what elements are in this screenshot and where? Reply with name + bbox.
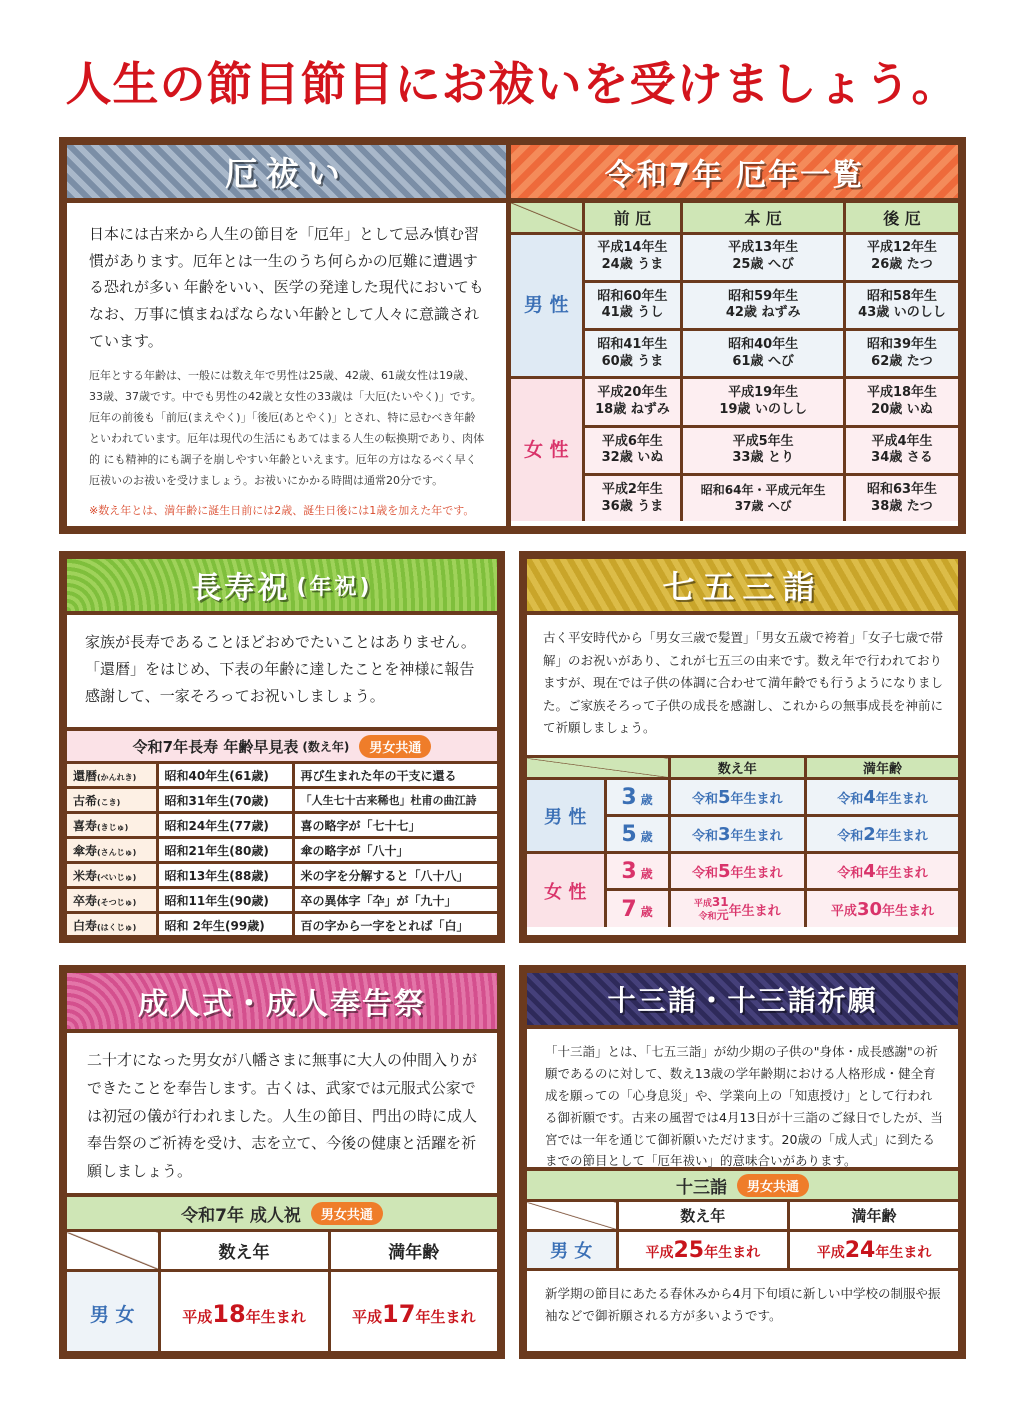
- choju-table-title: 令和7年長寿 年齢早見表: [132, 737, 299, 756]
- choju-table-title-sub: (数え年): [302, 739, 350, 754]
- age-cell: 3 歳: [605, 853, 669, 890]
- jusan-header: [527, 973, 958, 1029]
- man-cell: 令和4年生まれ: [805, 779, 958, 816]
- yakubarai-body: [67, 203, 506, 518]
- row-label: 男 女: [67, 1271, 159, 1352]
- yaku-cell: 平成18年生 20歳 いぬ: [844, 378, 958, 426]
- seijin-table: [67, 1229, 497, 1351]
- yaku-cell: 平成5年生 33歳 とり: [682, 426, 845, 474]
- jusan-table: [527, 1199, 958, 1271]
- choju-panel: [59, 551, 505, 943]
- yakudoshi-table: [511, 203, 958, 521]
- man-cell: 令和4年生まれ: [805, 853, 958, 890]
- yaku-cell: 平成14年生 24歳 うま: [583, 233, 682, 281]
- yaku-cell: 平成12年生 26歳 たつ: [844, 233, 958, 281]
- seijin-panel: [59, 965, 505, 1359]
- yaku-cell: 平成13年生 25歳 へび: [682, 233, 845, 281]
- table-row: 米寿(べいじゅ) 昭和13年生(88歳) 米の字を分解すると「八十八」: [67, 863, 497, 888]
- yakubarai-detail: 厄年とする年齢は、一般には数え年で男性は25歳、42歳、61歳女性は19歳、33歳、37歳です。中でも男性の42歳と女性の33歳は「大厄(たいやく)」です。厄年の前後も「前厄(まえやく)」「後厄(あとやく)」とされ、特に忌むべき年齢といわれています。厄年は現代の生活にもあてはまる人生の転換期であり、肉体的 にも精神的にも調子を崩しやすい年齢といえます。厄年の方はなるべく早く厄祓いのお祓いを受けましょう。お祓いにかかる時間は通常20分です。: [89, 369, 485, 487]
- kazoe-cell: 平成18年生まれ: [159, 1271, 329, 1352]
- yakudoshi-title: 令和7年 厄年一覧: [604, 157, 865, 193]
- corner-cell: [67, 1231, 159, 1271]
- man-cell: 平成24年生まれ: [789, 1231, 958, 1270]
- yaku-cell: 平成6年生 32歳 いぬ: [583, 426, 682, 474]
- jusan-badge: 男女共通: [737, 1174, 809, 1197]
- table-row: 傘寿(さんじゅ) 昭和21年生(80歳) 傘の略字が「八十」: [67, 838, 497, 863]
- yakubarai-panel: [59, 137, 966, 534]
- yaku-cell: 昭和63年生 38歳 たつ: [844, 475, 958, 521]
- yaku-cell: 昭和64年・平成元年生 37歳 へび: [682, 475, 845, 521]
- yaku-cell: 平成20年生 18歳 ねずみ: [583, 378, 682, 426]
- col-maeyaku: 前 厄: [583, 203, 682, 233]
- kazoe-cell: 令和3年生まれ: [669, 816, 805, 853]
- col-kazoe: 数え年: [159, 1231, 329, 1271]
- table-row: 喜寿(きじゅ) 昭和24年生(77歳) 喜の略字が「七十七」: [67, 813, 497, 838]
- yakubarai-column: [67, 145, 511, 526]
- yakubarai-intro: 日本には古来から人生の節目を「厄年」として忌み慎む習慣があります。厄年とは一生のうち何らかの厄難に遭遇する恐れが多い 年齢をいい、医学の発達した現代においてもなお、万事に慎まねばならない年齢として人々に意識されています。: [89, 225, 484, 350]
- jusan-text: 「十三詣」とは、「七五三詣」が幼少期の子供の"身体・成長感謝"の祈願であるのに対して、数え13歳の学年齢期における人格形成・健全育成を願っての「心身息災」や、学業向上の「知恵授け」として行われる御祈願です。古来の風習では4月13日が十三詣のご縁日でしたが、当宮では一年を通じて御祈願いただけます。20歳の「成人式」に到たるまでの節目として「厄年祓い」的意味合いがあります。: [545, 1044, 943, 1169]
- male-label: 男 性: [511, 233, 583, 378]
- age-cell: 7 歳: [605, 890, 669, 928]
- age-cell: 3 歳: [605, 779, 669, 816]
- choju-badge: 男女共通: [359, 735, 431, 758]
- choju-text: 家族が長寿であることほどおめでたいことはありません。「還暦」をはじめ、下表の年齢に達したことを神様に報告感謝して、一家そろってお祝いしましょう。: [85, 633, 476, 705]
- age-cell: 5 歳: [605, 816, 669, 853]
- choju-title-sub: (年祝): [296, 574, 373, 600]
- col-man: 満年齢: [805, 757, 958, 779]
- table-row: 還暦(かんれき) 昭和40年生(61歳) 再び生まれた年の干支に還る: [67, 763, 497, 788]
- yaku-cell: 昭和39年生 62歳 たつ: [844, 330, 958, 378]
- yakudoshi-header: [511, 145, 958, 203]
- man-cell: 平成17年生まれ: [329, 1271, 497, 1352]
- corner-cell: [527, 757, 669, 779]
- yaku-cell: 昭和41年生 60歳 うま: [583, 330, 682, 378]
- yakubarai-header: [67, 145, 506, 203]
- seijin-table-title-bar: [67, 1193, 497, 1229]
- corner-cell: [511, 203, 583, 233]
- kazoe-cell: 平成25年生まれ: [617, 1231, 789, 1270]
- male-label: 男 性: [527, 779, 605, 853]
- shichigosan-header: [527, 559, 958, 615]
- col-kazoe: 数え年: [669, 757, 805, 779]
- man-cell: 平成30年生まれ: [805, 890, 958, 928]
- jusan-title: 十三詣・十三詣祈願: [607, 984, 878, 1017]
- yaku-cell: 昭和58年生 43歳 いのしし: [844, 281, 958, 329]
- col-atoyaku: 後 厄: [844, 203, 958, 233]
- corner-cell: [527, 1201, 617, 1231]
- seijin-text: 二十才になった男女が八幡さまに無事に大人の仲間入りができたことを奉告します。古くは、武家では元服式公家では初冠の儀が行われました。人生の節目、門出の時に成人奉告祭のご祈祷を受け、志を立て、今後の健康と活躍を祈願しましょう。: [87, 1051, 478, 1180]
- seijin-header: [67, 973, 497, 1033]
- choju-header: [67, 559, 497, 615]
- man-cell: 令和2年生まれ: [805, 816, 958, 853]
- jusan-panel: [519, 965, 966, 1359]
- table-row: 白寿(はくじゅ) 昭和 2年生(99歳) 百の字から一字をとれば「白」: [67, 913, 497, 936]
- kazoe-cell: 平成31 令和元年生まれ: [669, 890, 805, 928]
- choju-table: [67, 761, 497, 935]
- female-label: 女 性: [511, 378, 583, 521]
- col-honyaku: 本 厄: [682, 203, 845, 233]
- table-row: 古希(こき) 昭和31年生(70歳) 「人生七十古来稀也」杜甫の曲江詩: [67, 788, 497, 813]
- shichigosan-text: 古く平安時代から「男女三歳で髪置」「男女五歳で袴着」「女子七歳で帯解」のお祝いがあり、これが七五三の由来です。数え年で行われておりますが、現在では子供の体調に合わせて満年齢でも行うようになりました。ご家族そろって子供の成長を感謝し、これからの無事成長を神前にて祈願しましょう。: [543, 630, 944, 735]
- shichigosan-title: 七五三詣: [662, 568, 823, 606]
- choju-title: 長寿祝: [191, 571, 291, 606]
- col-kazoe: 数え年: [617, 1201, 789, 1231]
- col-man: 満年齢: [329, 1231, 497, 1271]
- yaku-cell: 平成2年生 36歳 うま: [583, 475, 682, 521]
- shichigosan-panel: [519, 551, 966, 943]
- page-title: 人生の節目節目にお祓いを受けましょう。: [65, 57, 959, 111]
- jusan-note: 新学期の節目にあたる春休みから4月下旬頃に新しい中学校の制服や振袖などで御祈願される方が多いようです。: [545, 1286, 941, 1323]
- kazoe-cell: 令和5年生まれ: [669, 853, 805, 890]
- seijin-table-title: 令和7年 成人祝: [181, 1205, 301, 1226]
- female-label: 女 性: [527, 853, 605, 928]
- choju-table-title-bar: [67, 727, 497, 761]
- yakubarai-title: 厄祓い: [225, 154, 348, 193]
- yaku-cell: 平成4年生 34歳 さる: [844, 426, 958, 474]
- kazoe-cell: 令和5年生まれ: [669, 779, 805, 816]
- yakubarai-note: ※数え年とは、満年齢に誕生日前には2歳、誕生日後には1歳を加えた年です。: [89, 503, 475, 517]
- col-man: 満年齢: [789, 1201, 958, 1231]
- yaku-cell: 昭和60年生 41歳 うし: [583, 281, 682, 329]
- table-row: 卒寿(そつじゅ) 昭和11年生(90歳) 卒の異体字「卆」が「九十」: [67, 888, 497, 913]
- seijin-badge: 男女共通: [311, 1202, 383, 1225]
- yakudoshi-column: [511, 145, 958, 526]
- shichigosan-table: [527, 755, 958, 927]
- seijin-title: 成人式・成人奉告祭: [138, 987, 426, 1022]
- row-label: 男 女: [527, 1231, 617, 1270]
- yaku-cell: 昭和59年生 42歳 ねずみ: [682, 281, 845, 329]
- yaku-cell: 平成19年生 19歳 いのしし: [682, 378, 845, 426]
- yaku-cell: 昭和40年生 61歳 へび: [682, 330, 845, 378]
- jusan-table-title: 十三詣: [675, 1177, 727, 1198]
